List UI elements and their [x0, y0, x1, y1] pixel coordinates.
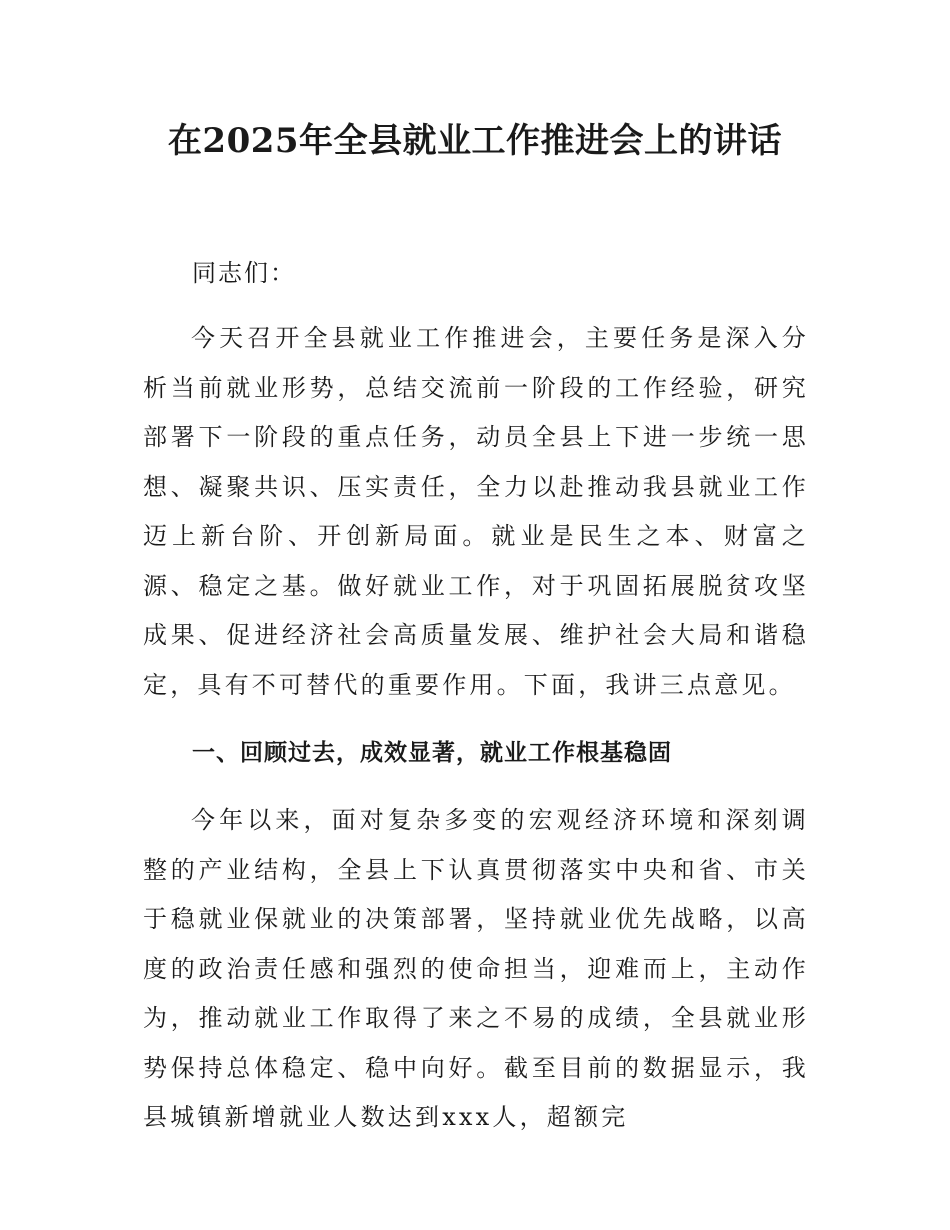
salutation: 同志们： — [192, 259, 296, 287]
document-title: 在2025年全县就业工作推进会上的讲话 — [167, 121, 783, 161]
intro-paragraph: 今天召开全县就业工作推进会，主要任务是深入分析当前就业形势，总结交流前一阶段的工作经验，研究部署下一阶段的重点任务，动员全县上下进一步统一思想、凝聚共识、压实责任，全力以赴推动我县就业工作迈上新台阶、开创新局面。就业是民生之本、财富之源、稳定之基。做好就业工作，对于巩固拓展脱贫攻坚成果、促进经济社会高质量发展、维护社会大局和谐稳定，具有不可替代的重要作用。下面，我讲三点意见。 — [143, 324, 809, 699]
section-paragraph: 今年以来，面对复杂多变的宏观经济环境和深刻调整的产业结构，全县上下认真贯彻落实中央和省、市关于稳就业保就业的决策部署，坚持就业优先战略，以高度的政治责任感和强烈的使命担当，迎难而上，主动作为，推动就业工作取得了来之不易的成绩，全县就业形势保持总体稳定、稳中向好。截至目前的数据显示，我县城镇新增就业人数达到xxx人，超额完 — [143, 806, 809, 1131]
section-body — [143, 796, 809, 1143]
section-heading: 一、回顾过去，成效显著，就业工作根基稳固 — [192, 740, 672, 766]
intro-section — [143, 314, 809, 710]
